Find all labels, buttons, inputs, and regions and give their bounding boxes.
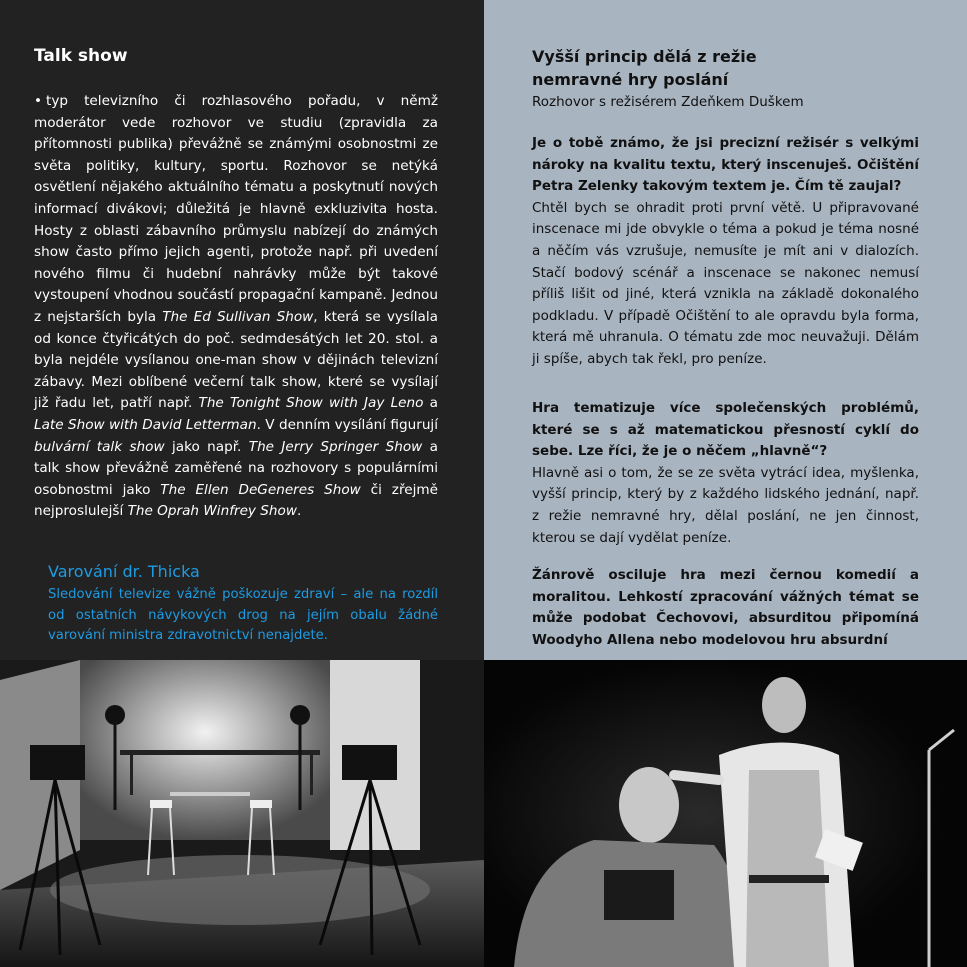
title-line: Vyšší princip dělá z režie — [532, 47, 757, 66]
text-run: . V denním vysílání figurují — [256, 416, 438, 433]
interview-title — [532, 46, 757, 91]
text-run: či zřejmě nejproslulejší — [34, 481, 438, 520]
definition-text — [34, 91, 438, 523]
studio-photo — [0, 660, 484, 967]
theater-photo — [484, 660, 967, 967]
section-title: Talk show — [34, 46, 128, 66]
qa-block — [532, 133, 919, 371]
right-column — [484, 0, 967, 660]
text-run: a — [423, 395, 438, 412]
answer: Chtěl bych se ohradit proti první větě. U připravované inscenace mi jde obvykle o téma a pokud je téma nosné a něčím vás vzrušuje, nemusíte je mít ani v dialozích. Stačí bodový scénář a inscenace se nakonec nemusí příliš lišit od jiné, která vznikla na základě dokonalého podkladu. V případě Očištění to ale opravdu byla forma, která mě uhranula. O tématu zde moc neuvažuji. Dělám ji spíše, abych tak řekl, pro peníze. — [532, 199, 919, 367]
show-title: The Oprah Winfrey Show — [127, 503, 297, 520]
text-run: . — [296, 503, 302, 520]
genre-term: bulvární talk show — [34, 438, 165, 455]
title-line: nemravné hry poslání — [532, 69, 729, 89]
text-run: typ televizního či rozhlasového pořadu, v němž moderátor vede rozhovor ve studiu (zpravidla za přítomnosti publika) převážně se známými osobnostmi ze světa politiky, kultury, sportu. Rozhovor se netýká osvětlení nějakého aktuálního tématu a poskytnutí nových informací divákovi; důležitá je hlavně exkluzivita hosta. Hosty z oblasti zábavního průmyslu nabízejí do známých show často přímo jejich agenti, protože např. při uvedení nového filmu či hudební nahrávky může být takové vystoupení vhodnou součástí propagační kampaně. Jednou z nejstarších byla — [34, 93, 438, 325]
show-title: The Jerry Springer Show — [248, 438, 423, 455]
show-title: The Tonight Show with Jay Leno — [198, 395, 424, 412]
warning-title: Varování dr. Thicka — [48, 562, 200, 581]
show-title: Late Show with David Letterman — [34, 416, 257, 433]
text-run: jako např. — [164, 438, 249, 455]
qa-block — [532, 398, 919, 549]
interview-subtitle: Rozhovor s režisérem Zdeňkem Duškem — [532, 94, 804, 110]
text-run: a talk show převážně zaměřené na rozhovory s populárními osobnostmi jako — [34, 438, 438, 498]
show-title: The Ed Sullivan Show — [162, 308, 314, 325]
show-title: The Ellen DeGeneres Show — [160, 481, 361, 498]
question: Je o tobě známo, že jsi precizní režisér s velkými nároky na kvalitu textu, který inscenuješ. Očištění Petra Zelenky takovým textem je. Čím tě zaujal? — [532, 135, 919, 195]
left-column — [0, 0, 484, 660]
answer: Hlavně asi o tom, že se ze světa vytrácí idea, myšlenka, vyšší princip, který by z každého lidského jednání, např. z režie nemravné hry, dělal poslání, ne jen činnost, kterou se dají vydělat peníze. — [532, 464, 919, 546]
qa-block — [532, 565, 919, 651]
question: Žánrově osciluje hra mezi černou komedií a moralitou. Lehkostí zpracování vážných témat se může podobat Čechovovi, absurditou připomíná Woodyho Allena nebo modelovou hru absurdní — [532, 567, 919, 648]
bullet-icon: • — [34, 93, 43, 109]
text-run: , která se vysílala od konce čtyřicátých do poč. sedmdesátých let 20. stol. a byla nejdéle vysílanou one-man show v dějinách televizní zábavy. Mezi oblíbené večerní talk show, které se vysílají již řadu let, patří např. — [34, 308, 438, 412]
warning-text: Sledování televize vážně poškozuje zdraví – ale na rozdíl od ostatních návykových drog na jejím obalu žádné varování ministra zdravotnictví nenajdete. — [48, 587, 438, 643]
question: Hra tematizuje více společenských problémů, které se s až matematickou přesností cyklí do sebe. Lze říci, že je o něčem „hlavně“? — [532, 400, 919, 460]
